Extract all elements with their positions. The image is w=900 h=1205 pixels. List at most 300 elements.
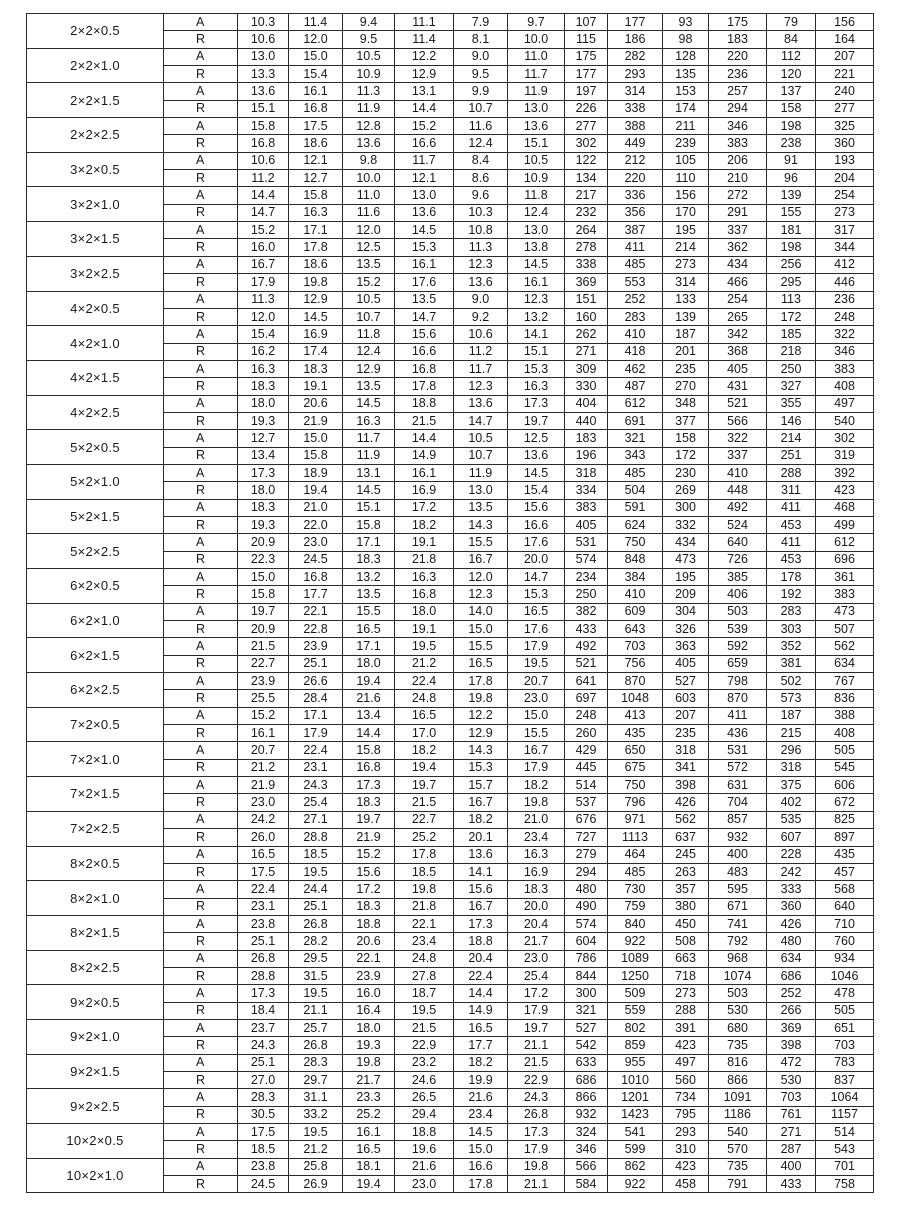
row-type-r: R (164, 898, 238, 915)
value-cell: 440 (565, 412, 608, 429)
value-cell: 128 (663, 48, 709, 65)
value-cell: 31.1 (289, 1089, 343, 1106)
value-cell: 23.7 (238, 1019, 289, 1036)
value-cell: 137 (767, 83, 816, 100)
row-type-a: A (164, 1158, 238, 1175)
value-cell: 17.9 (508, 759, 565, 776)
value-cell: 23.8 (238, 1158, 289, 1175)
row-type-a: A (164, 256, 238, 273)
row-type-r: R (164, 829, 238, 846)
value-cell: 411 (767, 499, 816, 516)
value-cell: 25.7 (289, 1019, 343, 1036)
value-cell: 357 (663, 881, 709, 898)
value-cell: 18.9 (289, 464, 343, 481)
value-cell: 16.5 (238, 846, 289, 863)
value-cell: 17.1 (343, 638, 395, 655)
value-cell: 499 (816, 516, 874, 533)
value-cell: 24.2 (238, 811, 289, 828)
value-cell: 726 (709, 551, 767, 568)
value-cell: 16.3 (343, 412, 395, 429)
value-cell: 411 (767, 534, 816, 551)
row-type-r: R (164, 274, 238, 291)
value-cell: 220 (709, 48, 767, 65)
row-type-r: R (164, 308, 238, 325)
value-cell: 24.5 (289, 551, 343, 568)
value-cell: 971 (608, 811, 663, 828)
value-cell: 20.0 (508, 898, 565, 915)
value-cell: 595 (709, 881, 767, 898)
table-row (27, 326, 874, 343)
table-row (27, 846, 874, 863)
value-cell: 98 (663, 31, 709, 48)
value-cell: 837 (816, 1071, 874, 1088)
value-cell: 10.0 (343, 170, 395, 187)
value-cell: 16.5 (343, 1141, 395, 1158)
value-cell: 197 (565, 83, 608, 100)
size-cell: 4×2×1.5 (27, 360, 164, 395)
value-cell: 16.0 (238, 239, 289, 256)
value-cell: 318 (663, 742, 709, 759)
value-cell: 22.1 (395, 915, 454, 932)
value-cell: 13.6 (238, 83, 289, 100)
value-cell: 11.1 (395, 14, 454, 31)
value-cell: 25.1 (289, 898, 343, 915)
value-cell: 332 (663, 516, 709, 533)
row-type-r: R (164, 447, 238, 464)
value-cell: 24.8 (395, 690, 454, 707)
value-cell: 277 (816, 100, 874, 117)
value-cell: 10.3 (454, 204, 508, 221)
row-type-a: A (164, 1089, 238, 1106)
value-cell: 686 (565, 1071, 608, 1088)
value-cell: 624 (608, 516, 663, 533)
value-cell: 483 (709, 863, 767, 880)
value-cell: 734 (663, 1089, 709, 1106)
row-type-a: A (164, 118, 238, 135)
value-cell: 21.9 (289, 412, 343, 429)
value-cell: 26.8 (508, 1106, 565, 1123)
value-cell: 19.9 (454, 1071, 508, 1088)
value-cell: 750 (608, 777, 663, 794)
value-cell: 383 (709, 135, 767, 152)
value-cell: 18.4 (238, 1002, 289, 1019)
value-cell: 1046 (816, 967, 874, 984)
size-cell: 2×2×2.5 (27, 118, 164, 153)
value-cell: 322 (816, 326, 874, 343)
table-row (27, 499, 874, 516)
value-cell: 338 (608, 100, 663, 117)
value-cell: 18.6 (289, 135, 343, 152)
value-cell: 14.4 (395, 100, 454, 117)
value-cell: 164 (816, 31, 874, 48)
row-type-a: A (164, 1124, 238, 1141)
value-cell: 1186 (709, 1106, 767, 1123)
value-cell: 15.0 (454, 621, 508, 638)
table-row (27, 811, 874, 828)
value-cell: 356 (608, 204, 663, 221)
value-cell: 266 (767, 1002, 816, 1019)
value-cell: 158 (767, 100, 816, 117)
row-type-r: R (164, 66, 238, 83)
value-cell: 212 (608, 152, 663, 169)
value-cell: 23.0 (289, 534, 343, 551)
value-cell: 342 (709, 326, 767, 343)
row-type-r: R (164, 1071, 238, 1088)
value-cell: 24.4 (289, 881, 343, 898)
value-cell: 485 (608, 464, 663, 481)
value-cell: 387 (608, 222, 663, 239)
value-cell: 859 (608, 1037, 663, 1054)
value-cell: 21.5 (395, 794, 454, 811)
value-cell: 151 (565, 291, 608, 308)
table-row (27, 256, 874, 273)
value-cell: 235 (663, 725, 709, 742)
value-cell: 870 (709, 690, 767, 707)
value-cell: 383 (816, 360, 874, 377)
value-cell: 319 (816, 447, 874, 464)
value-cell: 29.7 (289, 1071, 343, 1088)
value-cell: 13.5 (343, 256, 395, 273)
value-cell: 497 (663, 1054, 709, 1071)
value-cell: 15.2 (238, 707, 289, 724)
table-row (27, 534, 874, 551)
value-cell: 514 (816, 1124, 874, 1141)
value-cell: 29.4 (395, 1106, 454, 1123)
value-cell: 28.8 (238, 967, 289, 984)
value-cell: 279 (565, 846, 608, 863)
value-cell: 431 (709, 378, 767, 395)
value-cell: 269 (663, 482, 709, 499)
value-cell: 17.5 (289, 118, 343, 135)
size-cell: 4×2×0.5 (27, 291, 164, 326)
value-cell: 302 (565, 135, 608, 152)
value-cell: 273 (663, 985, 709, 1002)
value-cell: 13.2 (343, 569, 395, 586)
value-cell: 369 (565, 274, 608, 291)
value-cell: 21.0 (289, 499, 343, 516)
value-cell: 25.1 (289, 655, 343, 672)
value-cell: 324 (565, 1124, 608, 1141)
value-cell: 186 (608, 31, 663, 48)
row-type-a: A (164, 673, 238, 690)
value-cell: 26.5 (395, 1089, 454, 1106)
value-cell: 15.1 (508, 135, 565, 152)
value-cell: 16.0 (343, 985, 395, 1002)
value-cell: 21.5 (238, 638, 289, 655)
row-type-a: A (164, 569, 238, 586)
value-cell: 250 (767, 360, 816, 377)
value-cell: 22.9 (395, 1037, 454, 1054)
value-cell: 172 (767, 308, 816, 325)
table-row (27, 14, 874, 31)
value-cell: 12.9 (289, 291, 343, 308)
value-cell: 932 (709, 829, 767, 846)
value-cell: 218 (767, 343, 816, 360)
value-cell: 14.4 (454, 985, 508, 1002)
value-cell: 14.5 (454, 1124, 508, 1141)
value-cell: 14.7 (395, 308, 454, 325)
value-cell: 17.1 (289, 707, 343, 724)
value-cell: 13.6 (454, 846, 508, 863)
value-cell: 405 (709, 360, 767, 377)
value-cell: 9.5 (454, 66, 508, 83)
value-cell: 9.8 (343, 152, 395, 169)
value-cell: 11.0 (508, 48, 565, 65)
value-cell: 1091 (709, 1089, 767, 1106)
value-cell: 295 (767, 274, 816, 291)
value-cell: 592 (709, 638, 767, 655)
row-type-a: A (164, 360, 238, 377)
value-cell: 20.1 (454, 829, 508, 846)
value-cell: 631 (709, 777, 767, 794)
value-cell: 13.5 (343, 586, 395, 603)
value-cell: 932 (565, 1106, 608, 1123)
value-cell: 17.9 (508, 1002, 565, 1019)
value-cell: 16.5 (454, 1019, 508, 1036)
value-cell: 473 (816, 603, 874, 620)
row-type-a: A (164, 950, 238, 967)
value-cell: 15.0 (289, 48, 343, 65)
value-cell: 13.6 (343, 135, 395, 152)
value-cell: 263 (663, 863, 709, 880)
value-cell: 18.2 (508, 777, 565, 794)
value-cell: 17.1 (343, 534, 395, 551)
size-cell: 7×2×1.5 (27, 777, 164, 812)
value-cell: 485 (608, 863, 663, 880)
value-cell: 28.3 (238, 1089, 289, 1106)
value-cell: 17.8 (395, 378, 454, 395)
size-cell: 9×2×0.5 (27, 985, 164, 1020)
value-cell: 14.0 (454, 603, 508, 620)
value-cell: 466 (709, 274, 767, 291)
value-cell: 1423 (608, 1106, 663, 1123)
row-type-r: R (164, 551, 238, 568)
value-cell: 848 (608, 551, 663, 568)
value-cell: 21.1 (508, 1176, 565, 1193)
value-cell: 214 (767, 430, 816, 447)
value-cell: 15.1 (238, 100, 289, 117)
value-cell: 12.0 (238, 308, 289, 325)
value-cell: 265 (709, 308, 767, 325)
value-cell: 302 (816, 430, 874, 447)
value-cell: 10.3 (238, 14, 289, 31)
size-cell: 8×2×2.5 (27, 950, 164, 985)
value-cell: 193 (816, 152, 874, 169)
row-type-r: R (164, 100, 238, 117)
value-cell: 573 (767, 690, 816, 707)
row-type-a: A (164, 83, 238, 100)
value-cell: 15.7 (454, 777, 508, 794)
value-cell: 756 (608, 655, 663, 672)
value-cell: 15.3 (508, 360, 565, 377)
value-cell: 363 (663, 638, 709, 655)
table-row (27, 742, 874, 759)
value-cell: 321 (608, 430, 663, 447)
value-cell: 606 (816, 777, 874, 794)
value-cell: 17.1 (289, 222, 343, 239)
value-cell: 262 (565, 326, 608, 343)
value-cell: 330 (565, 378, 608, 395)
value-cell: 341 (663, 759, 709, 776)
value-cell: 13.2 (508, 308, 565, 325)
value-cell: 278 (565, 239, 608, 256)
value-cell: 30.5 (238, 1106, 289, 1123)
table-row (27, 881, 874, 898)
value-cell: 245 (663, 846, 709, 863)
row-type-r: R (164, 725, 238, 742)
value-cell: 238 (767, 135, 816, 152)
value-cell: 187 (767, 707, 816, 724)
value-cell: 155 (767, 204, 816, 221)
value-cell: 13.4 (343, 707, 395, 724)
value-cell: 10.8 (454, 222, 508, 239)
value-cell: 487 (608, 378, 663, 395)
value-cell: 18.7 (395, 985, 454, 1002)
value-cell: 146 (767, 412, 816, 429)
row-type-a: A (164, 603, 238, 620)
size-cell: 8×2×1.5 (27, 915, 164, 950)
value-cell: 18.3 (343, 551, 395, 568)
value-cell: 410 (608, 326, 663, 343)
value-cell: 293 (663, 1124, 709, 1141)
value-cell: 160 (565, 308, 608, 325)
value-cell: 15.5 (343, 603, 395, 620)
value-cell: 796 (608, 794, 663, 811)
value-cell: 239 (663, 135, 709, 152)
value-cell: 15.2 (238, 222, 289, 239)
value-cell: 214 (663, 239, 709, 256)
value-cell: 10.5 (343, 48, 395, 65)
value-cell: 16.1 (395, 256, 454, 273)
value-cell: 33.2 (289, 1106, 343, 1123)
value-cell: 12.4 (508, 204, 565, 221)
value-cell: 19.5 (289, 863, 343, 880)
value-cell: 568 (816, 881, 874, 898)
value-cell: 435 (816, 846, 874, 863)
value-cell: 183 (565, 430, 608, 447)
value-cell: 735 (709, 1158, 767, 1175)
value-cell: 16.9 (289, 326, 343, 343)
value-cell: 293 (608, 66, 663, 83)
value-cell: 16.8 (395, 586, 454, 603)
value-cell: 15.5 (508, 725, 565, 742)
value-cell: 531 (565, 534, 608, 551)
value-cell: 457 (816, 863, 874, 880)
value-cell: 14.1 (454, 863, 508, 880)
value-cell: 9.9 (454, 83, 508, 100)
value-cell: 11.9 (454, 464, 508, 481)
row-type-a: A (164, 985, 238, 1002)
value-cell: 391 (663, 1019, 709, 1036)
value-cell: 135 (663, 66, 709, 83)
value-cell: 11.8 (343, 326, 395, 343)
value-cell: 9.7 (508, 14, 565, 31)
value-cell: 220 (608, 170, 663, 187)
value-cell: 178 (767, 569, 816, 586)
value-cell: 691 (608, 412, 663, 429)
value-cell: 17.9 (238, 274, 289, 291)
value-cell: 254 (709, 291, 767, 308)
size-cell: 2×2×1.0 (27, 48, 164, 83)
value-cell: 521 (709, 395, 767, 412)
value-cell: 19.8 (289, 274, 343, 291)
value-cell: 18.5 (238, 1141, 289, 1158)
size-cell: 6×2×1.0 (27, 603, 164, 638)
row-type-a: A (164, 534, 238, 551)
value-cell: 650 (608, 742, 663, 759)
value-cell: 309 (565, 360, 608, 377)
value-cell: 23.4 (395, 933, 454, 950)
value-cell: 955 (608, 1054, 663, 1071)
value-cell: 12.3 (454, 586, 508, 603)
value-cell: 15.0 (289, 430, 343, 447)
value-cell: 1113 (608, 829, 663, 846)
value-cell: 786 (565, 950, 608, 967)
value-cell: 338 (565, 256, 608, 273)
value-cell: 398 (767, 1037, 816, 1054)
value-cell: 25.2 (395, 829, 454, 846)
value-cell: 607 (767, 829, 816, 846)
value-cell: 18.2 (454, 1054, 508, 1071)
value-cell: 18.3 (508, 881, 565, 898)
value-cell: 1010 (608, 1071, 663, 1088)
value-cell: 23.8 (238, 915, 289, 932)
row-type-a: A (164, 464, 238, 481)
value-cell: 360 (767, 898, 816, 915)
value-cell: 17.0 (395, 725, 454, 742)
value-cell: 337 (709, 222, 767, 239)
value-cell: 9.0 (454, 291, 508, 308)
value-cell: 14.5 (289, 308, 343, 325)
table-row (27, 152, 874, 169)
row-type-r: R (164, 863, 238, 880)
value-cell: 400 (709, 846, 767, 863)
value-cell: 405 (565, 516, 608, 533)
value-cell: 450 (663, 915, 709, 932)
value-cell: 17.3 (238, 464, 289, 481)
value-cell: 21.9 (238, 777, 289, 794)
value-cell: 17.7 (289, 586, 343, 603)
value-cell: 311 (767, 482, 816, 499)
value-cell: 11.4 (289, 14, 343, 31)
value-cell: 435 (608, 725, 663, 742)
size-cell: 7×2×1.0 (27, 742, 164, 777)
value-cell: 110 (663, 170, 709, 187)
value-cell: 640 (709, 534, 767, 551)
row-type-r: R (164, 967, 238, 984)
value-cell: 11.7 (395, 152, 454, 169)
value-cell: 18.8 (454, 933, 508, 950)
value-cell: 13.6 (454, 395, 508, 412)
value-cell: 18.6 (289, 256, 343, 273)
table-row (27, 1089, 874, 1106)
value-cell: 408 (816, 725, 874, 742)
size-cell: 7×2×0.5 (27, 707, 164, 742)
value-cell: 17.8 (289, 239, 343, 256)
value-cell: 321 (565, 1002, 608, 1019)
value-cell: 28.8 (289, 829, 343, 846)
value-cell: 480 (767, 933, 816, 950)
value-cell: 12.7 (289, 170, 343, 187)
value-cell: 156 (663, 187, 709, 204)
value-cell: 23.0 (395, 1176, 454, 1193)
value-cell: 537 (565, 794, 608, 811)
row-type-r: R (164, 1176, 238, 1193)
value-cell: 23.4 (508, 829, 565, 846)
value-cell: 113 (767, 291, 816, 308)
value-cell: 566 (565, 1158, 608, 1175)
row-type-r: R (164, 794, 238, 811)
